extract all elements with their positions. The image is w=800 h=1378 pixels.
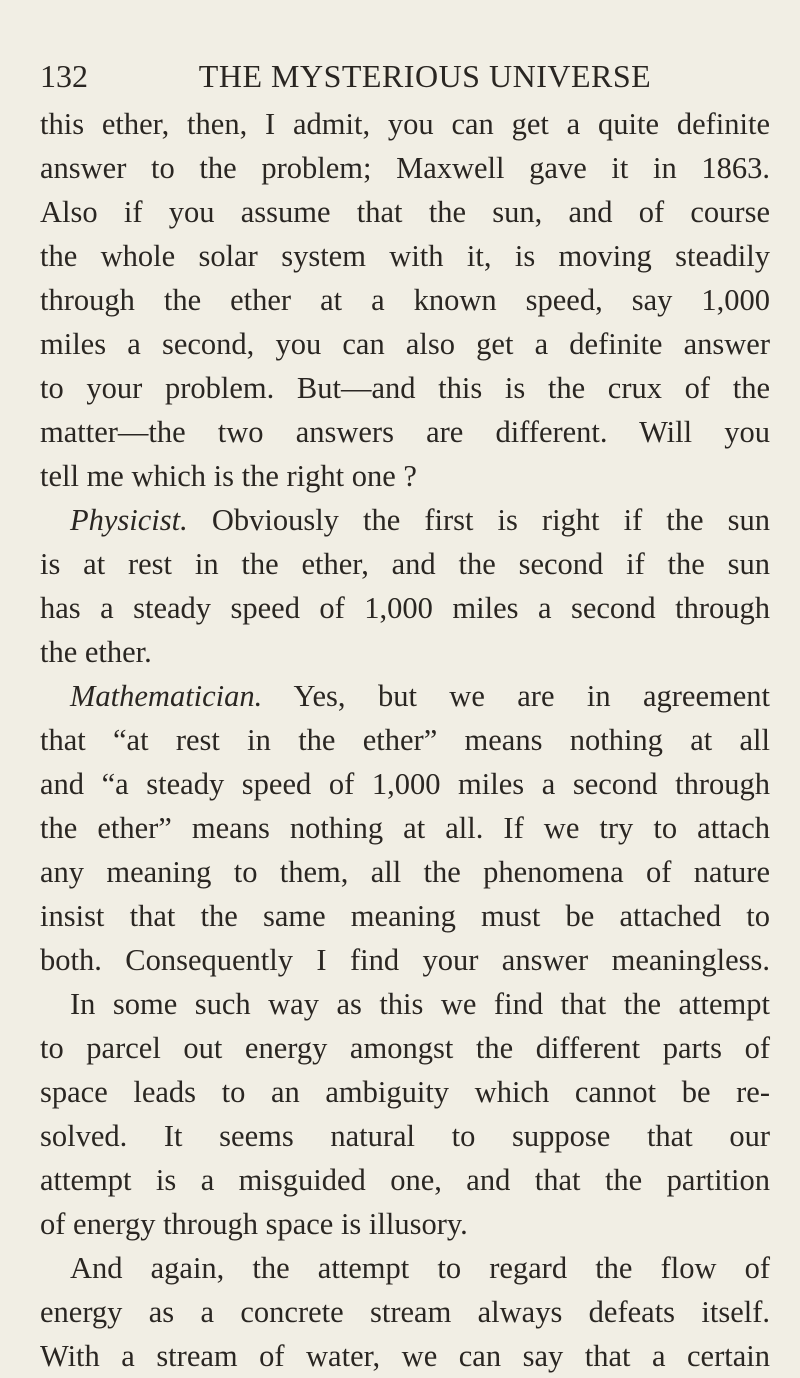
- text-line: the whole solar system with it, is moving steadily: [40, 239, 770, 273]
- text-line: this ether, then, I admit, you can get a quite definite: [40, 107, 770, 141]
- text-line: attempt is a misguided one, and that the partition: [40, 1163, 770, 1197]
- text-line: miles a second, you can also get a definite answer: [40, 327, 770, 361]
- text-line: matter—the two answers are different. Will you: [40, 415, 770, 449]
- text-line: energy as a concrete stream always defeats itself.: [40, 1295, 770, 1329]
- running-head: [40, 56, 770, 96]
- text-line: to your problem. But—and this is the crux of the: [40, 371, 770, 405]
- text-line: any meaning to them, all the phenomena of nature: [40, 855, 770, 889]
- text-line: insist that the same meaning must be attached to: [40, 899, 770, 933]
- speech-line: [40, 674, 770, 718]
- text-line: the ether” means nothing at all. If we try to attach: [40, 811, 770, 845]
- text-line: has a steady speed of 1,000 miles a second through: [40, 591, 770, 625]
- text-line: and “a steady speed of 1,000 miles a second through: [40, 767, 770, 801]
- speaker-label-physicist: Physicist.: [70, 503, 188, 537]
- book-title: THE MYSTERIOUS UNIVERSE: [198, 58, 652, 94]
- text-line: Also if you assume that the sun, and of course: [40, 195, 770, 229]
- text-line: is at rest in the ether, and the second if the sun: [40, 547, 770, 581]
- text-line: answer to the problem; Maxwell gave it in 1863.: [40, 151, 770, 185]
- speaker-label-mathematician: Mathematician.: [70, 679, 263, 713]
- text-line: that “at rest in the ether” means nothing at all: [40, 723, 770, 757]
- text-line: space leads to an ambiguity which cannot be re-: [40, 1075, 770, 1109]
- text-line: of energy through space is illusory.: [40, 1207, 468, 1241]
- text-line: both. Consequently I find your answer meaningless.: [40, 943, 770, 977]
- text-line: the ether.: [40, 635, 152, 669]
- speech-text: Obviously the first is right if the sun: [211, 503, 771, 537]
- text-line: through the ether at a known speed, say 1,000: [40, 283, 770, 317]
- text-line: And again, the attempt to regard the flow of: [70, 1251, 770, 1285]
- text-line: tell me which is the right one ?: [40, 459, 417, 493]
- text-line: solved. It seems natural to suppose that our: [40, 1119, 770, 1153]
- text-line: In some such way as this we find that the attempt: [70, 987, 770, 1021]
- speech-text: Yes, but we are in agreement: [293, 679, 770, 713]
- speech-line: [40, 498, 770, 542]
- page-number: 132: [40, 58, 88, 94]
- body-text: [40, 102, 770, 1378]
- text-line: to parcel out energy amongst the different parts of: [40, 1031, 770, 1065]
- text-line: With a stream of water, we can say that a certain: [40, 1339, 770, 1373]
